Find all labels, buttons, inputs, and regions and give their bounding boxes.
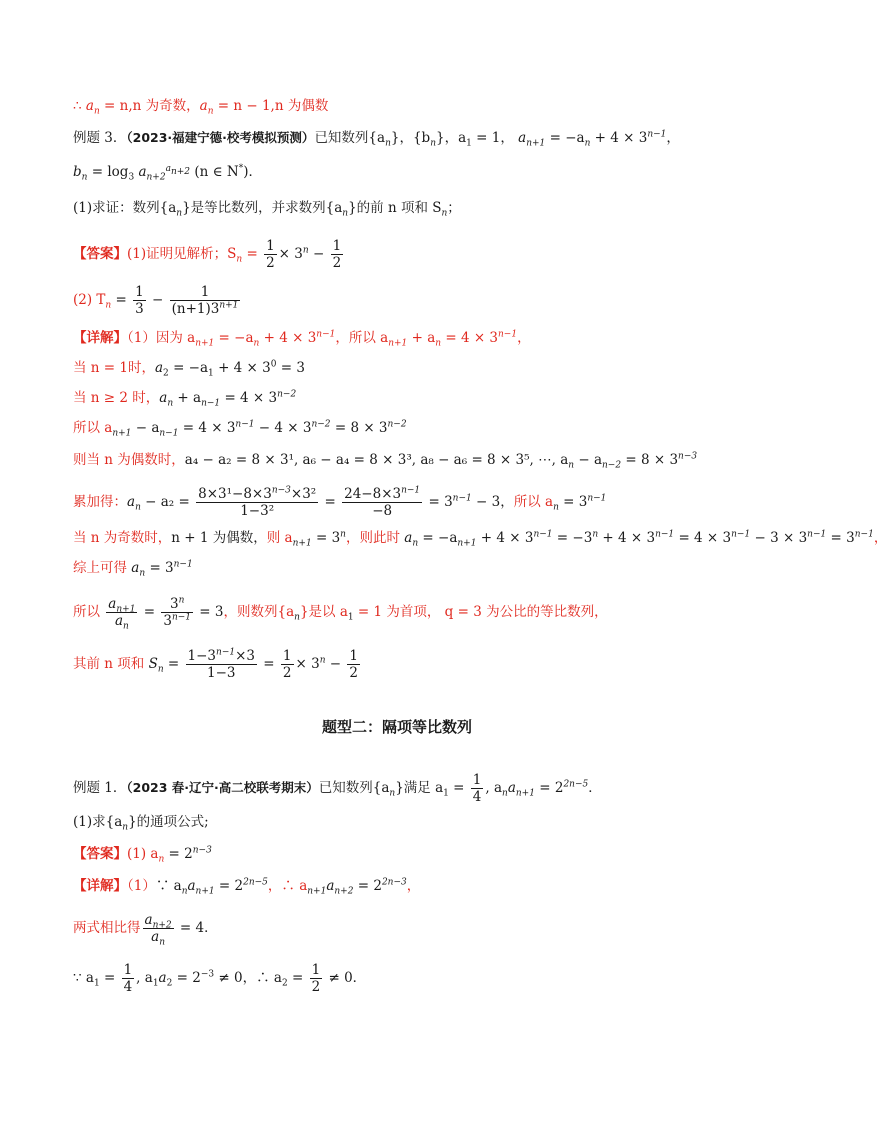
summary-line: 综上可得 $a_n = 3^{n-1}$ [73, 559, 193, 579]
question-1b: (1)求$\{a_n\}$的通项公式; [73, 814, 209, 833]
answer-2: (2) $T_n$ = $\frac{1}{3}$ − $\frac{1}{(n+1)3^{n+1}}$ [73, 284, 239, 317]
section-title: 题型二：隔项等比数列 [321, 718, 472, 736]
answer-1b: 【答案】(1) $a_n = 2^{n-3}$ [73, 845, 212, 865]
sum-line: 其前 n 项和 $S_n$ = $\frac{1-3^{n-1}\times 3}{1-3}$ = $\frac{1}{2}$ × $3^n$ − $\frac{1}{2}$ [73, 647, 359, 681]
question-1: (1)求证：数列$\{a_n\}$是等比数列，并求数列$\{a_n\}$的前 n 项和 $S_n$； [73, 200, 461, 219]
example-1-statement: 例题 1．（2023 春·辽宁·高二校联考期末）已知数列$\{a_n\}$满足 $a_1$ = $\frac{1}{4}$ , $a_na_{n+1} = 2^{2n-5}$． [73, 772, 602, 805]
case-n2: 当 n ≥ 2 时，$a_n + a_{n-1} = 4 \times 3^{n-2}$ [73, 389, 297, 409]
ratio-line: 所以 $\frac{a_{n+1}}{a_n}$ = $\frac{3^n}{3^{n-1}}$ = 3，则数列$\{a_n\}$是以 $a_1 = 1$ 为首项， q = 3 为公比的等比数列， [73, 595, 608, 632]
detail-1: 【详解】（1）因为 $a_{n+1} = -a_n + 4 \times 3^{n-1}$，所以 $a_{n+1} + a_n = 4 \times 3^{n-1}$， [73, 329, 531, 349]
b-definition: $b_n = \log_3 a_{n+2}^{a_{n+2}}$ (n ∈ N*)． [73, 163, 262, 183]
difference-line: 所以 $a_{n+1} - a_{n-1} = 4 \times 3^{n-1} - 4 \times 3^{n-2} = 8 \times 3^{n-2}$ [73, 419, 407, 439]
case-n1: 当 n = 1时，$a_2 = -a_1 + 4 \times 3^0 = 3$ [73, 359, 305, 379]
detail-1b: 【详解】（1）∵ $a_na_{n+1} = 2^{2n-5}$，∴ $a_{n+1}a_{n+2} = 2^{2n-3}$， [73, 877, 421, 897]
odd-case-line: 当 n 为奇数时，n + 1 为偶数，则 $a_{n+1} = 3^n$，则此时 $a_n = -a_{n+1} + 4 \times 3^{n-1} = -3^n + 4 \times 3^{n-1} = 4 \times 3^{n-1} - 3 \times 3^{n-1} = 3^{n-1}$， [73, 529, 887, 549]
final-line: ∵ $a_1$ = $\frac{1}{4}$ , $a_1a_2 = 2^{-3} \ne 0$，∴ $a_2$ = $\frac{1}{2}$ ≠ 0． [73, 962, 367, 995]
accumulate-line: 累加得：$a_n - a_2$ = $\frac{8\times 3^1-8\times 3^{n-3}\times 3^2}{\text{1−3²}}$ = $\frac{24-8\times 3^{n-1}}{-8}$ = $3^{n-1} - 3$，所以 $a_n = 3^{n-1}$ [73, 485, 607, 519]
example-3-statement: 例题 3．（2023·福建宁德·校考模拟预测）已知数列$\{a_n\}$，$\{b_n\}$，$a_1 = 1$， $a_{n+1} = -a_n + 4 \times 3^{n-1}$， [73, 129, 680, 149]
compare-line: 两式相比得 $\frac{a_{n+2}}{a_n}$ = 4． [73, 912, 218, 948]
even-case-line: 则当 n 为偶数时，a₄ − a₂ = 8 × 3¹, a₆ − a₄ = 8 × 3³, a₈ − a₆ = 8 × 3⁵, ⋯, $a_n - a_{n-2} = 8 \times 3^{n-3}$ [73, 451, 698, 471]
conclusion-line: ∴ $a_n = n,n$ 为奇数，$a_n = n - 1,n$ 为偶数 [73, 98, 329, 117]
answer-1: 【答案】(1)证明见解析；$S_n$ = $\frac{1}{2}$ × $3^n$ − $\frac{1}{2}$ [73, 238, 342, 271]
